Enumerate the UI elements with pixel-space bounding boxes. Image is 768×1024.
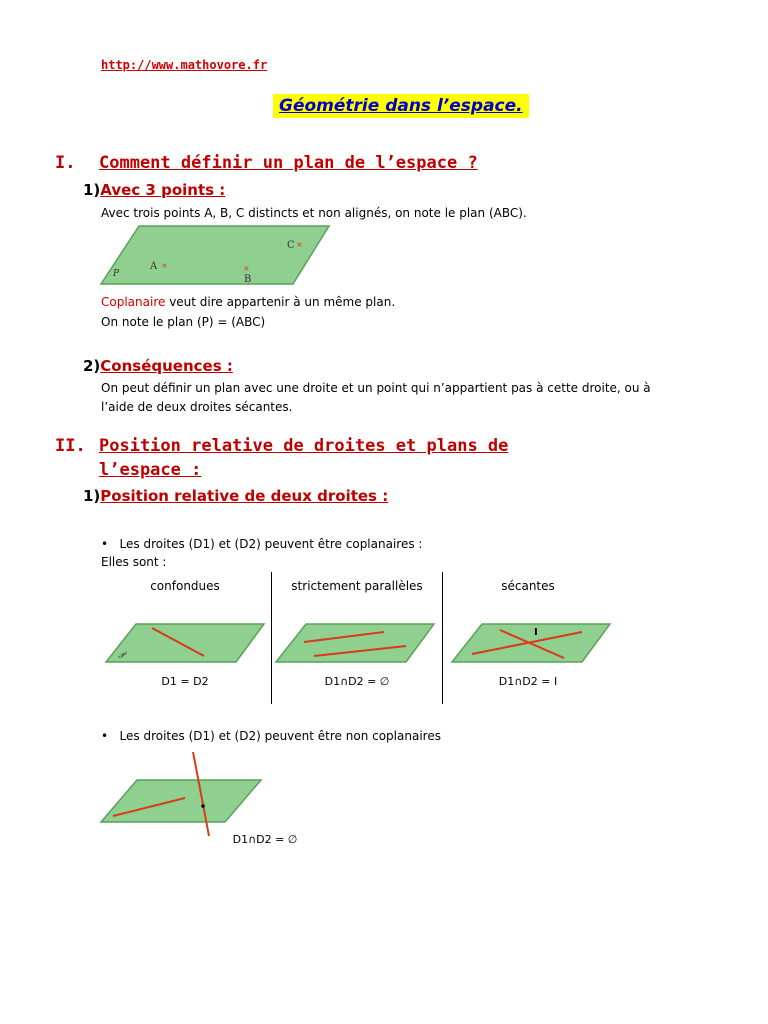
section-2-title-line-2-wrap	[99, 460, 201, 480]
plane-notation: On note le plan (P) = (ABC)	[101, 315, 266, 329]
section-1-heading	[55, 153, 478, 173]
plane-abc	[101, 226, 329, 284]
formula-confondues: D1 = D2	[161, 675, 209, 688]
section-2-number: II.	[55, 436, 86, 456]
plane-confondues	[106, 624, 264, 662]
figure-secantes	[450, 620, 612, 666]
subsection-1-2-number: 2)	[83, 357, 101, 375]
consequences-line-1: On peut définir un plan avec une droite et un point qui n’appartient pas à cette droite, ou à	[101, 381, 651, 395]
figure-non-coplanaires	[97, 748, 267, 840]
column-label-paralleles: strictement parallèles	[291, 579, 423, 593]
subsection-1-1-text: Avec trois points A, B, C distincts et non alignés, on note le plan (ABC).	[101, 206, 527, 220]
source-link[interactable]: http://www.mathovore.fr	[101, 58, 268, 72]
subsection-2-1-heading	[83, 487, 388, 505]
plane-abc-figure	[95, 222, 335, 290]
section-1-title: Comment définir un plan de l’espace ?	[99, 153, 478, 173]
formula-secantes: D1∩D2 = I	[498, 675, 558, 688]
bullet-non-coplanar	[101, 729, 441, 743]
point-i-label: I	[534, 627, 538, 638]
point-a-cross: ×	[161, 261, 168, 270]
column-label-confondues: confondues	[150, 579, 220, 593]
consequences-line-2: l’aide de deux droites sécantes.	[101, 400, 293, 414]
subsection-1-1-number: 1)	[83, 181, 101, 199]
bullet-dot: •	[101, 537, 120, 551]
plane-confondues-label: 𝒫	[118, 651, 125, 661]
subsection-1-2-title: Conséquences :	[100, 357, 233, 375]
section-2-title-line-1: Position relative de droites et plans de	[99, 436, 509, 456]
plane-label-p: P	[113, 269, 120, 279]
elles-sont-label: Elles sont :	[101, 555, 167, 569]
formula-paralleles: D1∩D2 = ∅	[324, 675, 390, 688]
formula-non-coplanaires: D1∩D2 = ∅	[232, 833, 298, 846]
bullet-coplanar-text: Les droites (D1) et (D2) peuvent être coplanaires :	[119, 537, 423, 551]
subsection-2-1-number: 1)	[83, 487, 101, 505]
coplanaire-word: Coplanaire	[101, 295, 166, 309]
coplanaire-definition	[101, 294, 395, 311]
section-2-heading	[55, 436, 508, 456]
point-label-c: C	[287, 240, 295, 251]
bullet-dot-2: •	[101, 729, 120, 743]
section-1-number: I.	[55, 153, 76, 173]
point-c-cross: ×	[296, 240, 303, 249]
point-label-b: B	[244, 274, 252, 285]
coplanaire-rest: veut dire appartenir à un même plan.	[165, 295, 396, 309]
bullet-coplanar	[101, 537, 422, 551]
subsection-1-1-title: Avec 3 points :	[100, 181, 226, 199]
point-label-a: A	[150, 261, 158, 272]
bullet-non-coplanar-text: Les droites (D1) et (D2) peuvent être non coplanaires	[119, 729, 441, 743]
plane-paralleles	[276, 624, 434, 662]
figure-confondues	[104, 620, 266, 666]
intersection-point	[201, 804, 205, 808]
subsection-1-2-heading	[83, 357, 233, 375]
plane-non-coplanaires	[101, 780, 261, 822]
subsection-1-1-heading	[83, 181, 225, 199]
page-title: Géométrie dans l’espace.	[273, 94, 529, 118]
section-2-title-line-2: l’espace :	[99, 460, 202, 480]
figure-paralleles	[274, 620, 436, 666]
point-b-cross: ×	[243, 264, 250, 273]
column-label-secantes: sécantes	[501, 579, 555, 593]
subsection-2-1-title: Position relative de deux droites :	[100, 487, 389, 505]
